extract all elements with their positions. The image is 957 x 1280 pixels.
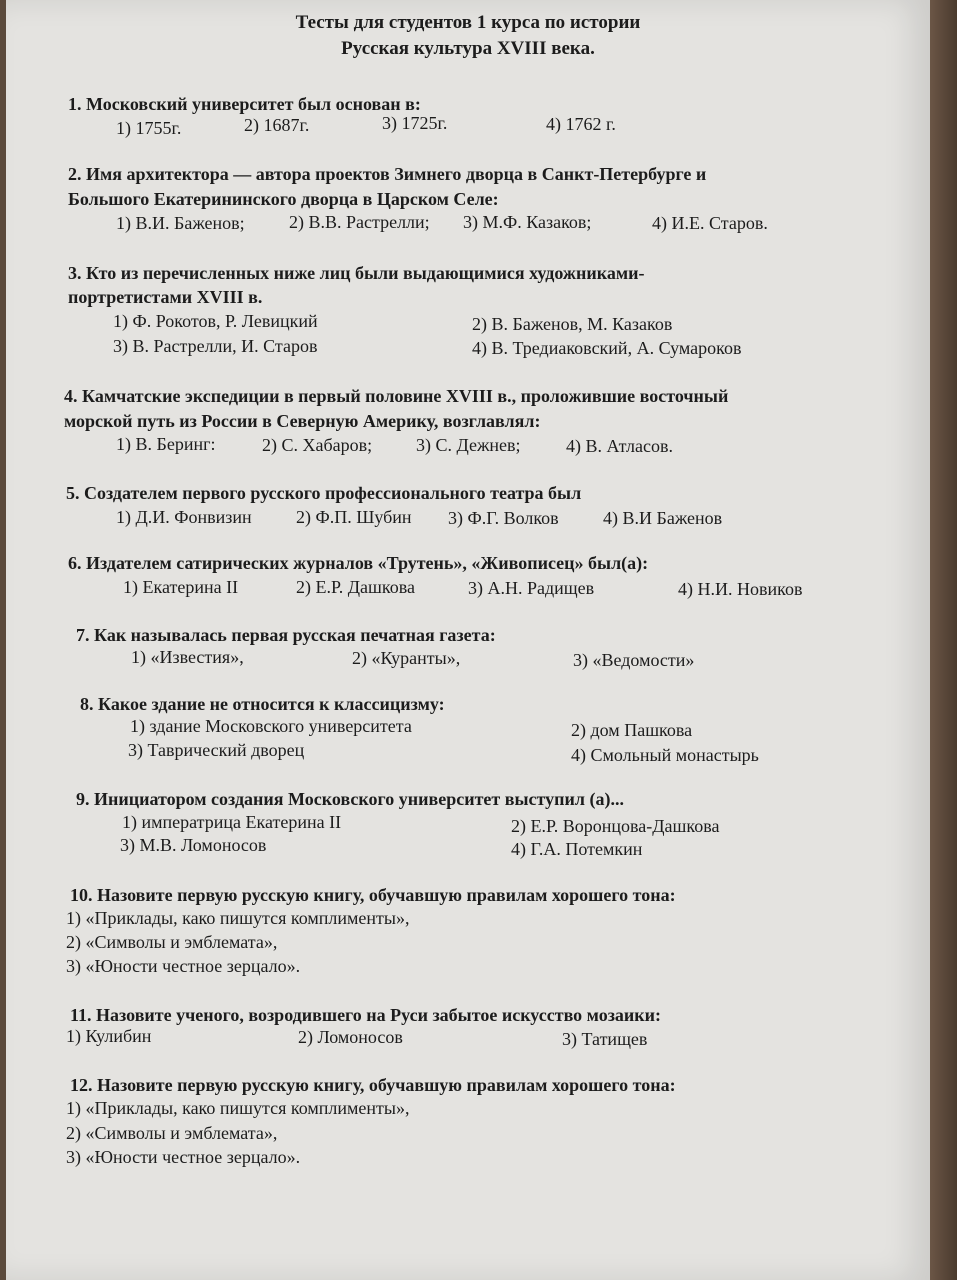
question-2-answer-3: 3) М.Ф. Казаков; [463, 212, 592, 232]
question-1-answer-4: 4) 1762 г. [546, 114, 616, 134]
question-3-answer-2: 2) В. Баженов, М. Казаков [472, 314, 673, 334]
question-3-answer-1: 1) Ф. Рокотов, Р. Левицкий [113, 311, 318, 331]
question-7-answer-1: 1) «Известия», [131, 647, 244, 667]
question-2-answer-4: 4) И.Е. Старов. [652, 213, 768, 233]
background-edge [930, 0, 957, 1280]
question-4-answer-2: 2) С. Хабаров; [262, 435, 373, 455]
question-2-answer-2: 2) В.В. Растрелли; [289, 212, 430, 232]
question-8-answer-1: 1) здание Московского университета [130, 716, 412, 736]
question-11-answer-2: 2) Ломоносов [298, 1027, 403, 1047]
question-4-answer-1: 1) В. Беринг: [116, 434, 216, 454]
question-3-answer-4: 4) В. Тредиаковский, А. Сумароков [472, 338, 742, 358]
question-1-text: 1. Московский университет был основан в: [68, 94, 421, 114]
document-subtitle: Русская культура XVIII века. [341, 38, 595, 59]
question-7-answer-2: 2) «Куранты», [352, 648, 461, 668]
question-7-text: 7. Как называлась первая русская печатная газета: [76, 625, 496, 645]
question-5-answer-1: 1) Д.И. Фонвизин [116, 507, 252, 527]
question-11-text: 11. Назовите ученого, возродившего на Руси забытое искусство мозаики: [70, 1005, 662, 1025]
question-4-text-cont: морской путь из России в Северную Америку, возглавлял: [64, 411, 541, 431]
question-3-text-cont: портретистами XVIII в. [68, 287, 263, 307]
question-6-text: 6. Издателем сатирических журналов «Трутень», «Живописец» был(а): [68, 553, 649, 573]
question-1-answer-2: 2) 1687г. [244, 115, 310, 135]
question-12-answer-1: 1) «Приклады, како пишутся комплименты», [66, 1098, 410, 1118]
question-5-text: 5. Создателем первого русского профессионального театра был [66, 483, 582, 503]
question-8-answer-4: 4) Смольный монастырь [571, 745, 759, 765]
question-5-answer-3: 3) Ф.Г. Волков [448, 508, 559, 528]
question-1-answer-1: 1) 1755г. [116, 118, 182, 138]
question-6-answer-1: 1) Екатерина II [123, 577, 239, 597]
question-10-text: 10. Назовите первую русскую книгу, обучавшую правилам хорошего тона: [70, 885, 676, 905]
question-11-answer-3: 3) Татищев [562, 1029, 648, 1049]
question-9-answer-2: 2) Е.Р. Воронцова-Дашкова [511, 816, 720, 836]
question-3-text: 3. Кто из перечисленных ниже лиц были выдающимися художниками- [68, 263, 645, 283]
question-9-answer-3: 3) М.В. Ломоносов [120, 835, 267, 855]
question-12-text: 12. Назовите первую русскую книгу, обучавшую правилам хорошего тона: [70, 1075, 676, 1095]
question-10-answer-3: 3) «Юности честное зерцало». [66, 956, 301, 976]
question-2-text-cont: Большого Екатерининского дворца в Царском Селе: [68, 189, 499, 209]
question-8-text: 8. Какое здание не относится к классицизму: [80, 694, 445, 714]
question-11-answer-1: 1) Кулибин [66, 1026, 152, 1046]
question-6-answer-3: 3) А.Н. Радищев [468, 578, 595, 598]
question-5-answer-2: 2) Ф.П. Шубин [296, 507, 412, 527]
question-9-answer-1: 1) императрица Екатерина II [122, 812, 342, 832]
question-4-answer-3: 3) С. Дежнев; [416, 435, 521, 455]
question-10-answer-1: 1) «Приклады, како пишутся комплименты», [66, 908, 410, 928]
question-7-answer-3: 3) «Ведомости» [573, 650, 695, 670]
question-12-answer-3: 3) «Юности честное зерцало». [66, 1147, 301, 1167]
question-12-answer-2: 2) «Символы и эмблемата», [66, 1123, 278, 1143]
question-8-answer-3: 3) Таврический дворец [128, 740, 305, 760]
question-10-answer-2: 2) «Символы и эмблемата», [66, 932, 278, 952]
question-8-answer-2: 2) дом Пашкова [571, 720, 693, 740]
question-9-answer-4: 4) Г.А. Потемкин [511, 839, 643, 859]
question-6-answer-4: 4) Н.И. Новиков [678, 579, 803, 599]
document-title: Тесты для студентов 1 курса по истории [295, 12, 641, 33]
question-4-answer-4: 4) В. Атласов. [566, 436, 673, 456]
question-1-answer-3: 3) 1725г. [382, 113, 448, 133]
question-6-answer-2: 2) Е.Р. Дашкова [296, 577, 415, 597]
paper-sheet [6, 0, 930, 1280]
question-9-text: 9. Инициатором создания Московского университет выступил (а)... [76, 789, 624, 809]
question-5-answer-4: 4) В.И Баженов [603, 508, 723, 528]
question-2-text: 2. Имя архитектора — автора проектов Зимнего дворца в Санкт-Петербурге и [68, 164, 707, 184]
question-2-answer-1: 1) В.И. Баженов; [116, 213, 245, 233]
question-4-text: 4. Камчатские экспедиции в первый половине XVIII в., проложившие восточный [64, 386, 729, 406]
question-3-answer-3: 3) В. Растрелли, И. Старов [113, 336, 318, 356]
